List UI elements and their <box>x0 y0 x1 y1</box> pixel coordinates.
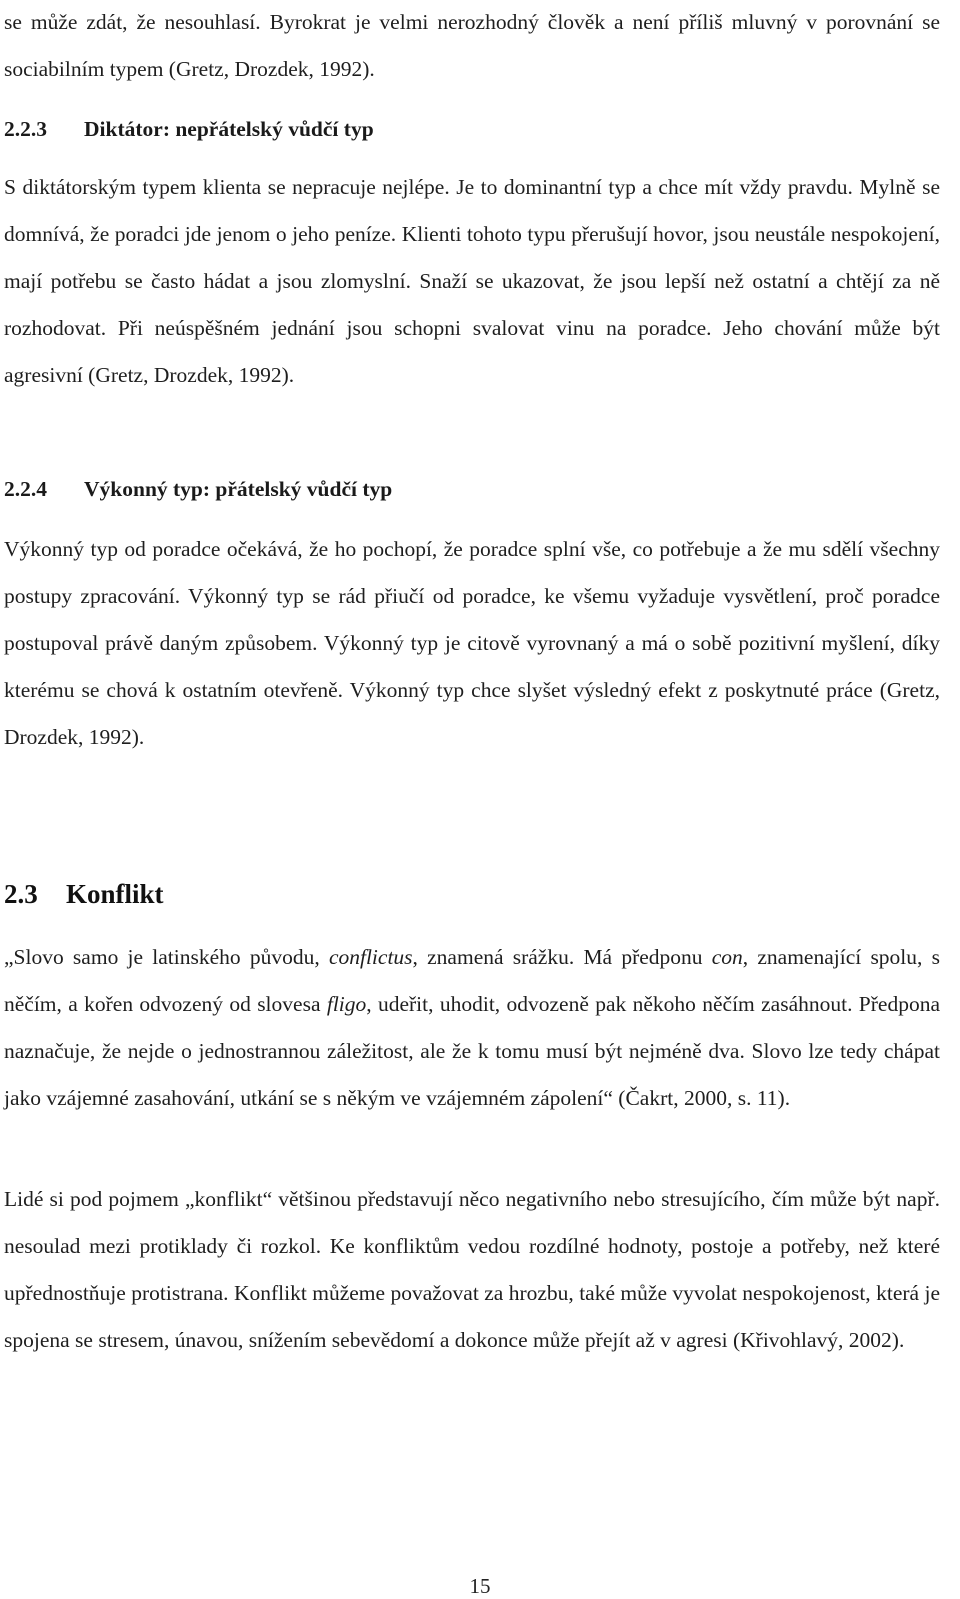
section-heading-2-2-4 <box>4 466 940 513</box>
quote-text: „Slovo samo je latinského původu, <box>4 945 329 969</box>
section-title: Výkonný typ: přátelský vůdčí typ <box>84 477 393 501</box>
quote-text: , udeřit, uhodit, odvozeně pak někoho něčím zasáhnout. Předpona naznačuje, že nejde o jednostrannou záležitost, ale že k tomu musí být nejméně dva. Slovo lze tedy chápat jako vzájemné zasahování, utkání se s někým ve vzájemném zápolení“ (Čakrt, 2000, s. 11). <box>4 992 941 1110</box>
quote-italic-term: conflictus <box>328 945 413 969</box>
section-heading-2-3 <box>4 874 940 914</box>
quote-text: , znamená srážku. Má předponu <box>412 945 712 969</box>
page-number: 15 <box>469 1574 491 1598</box>
section-number: 2.3 <box>4 879 38 909</box>
quote-italic-term: con <box>711 945 743 969</box>
section-number: 2.2.4 <box>4 477 47 501</box>
section-heading-2-2-3 <box>4 106 940 153</box>
quote-text: , znamenající spolu, s něčím, a kořen odvozený od slovesa <box>4 945 940 1016</box>
executive-paragraph: Výkonný typ od poradce očekává, že ho pochopí, že poradce splní vše, co potřebuje a že mu sdělí všechny postupy zpracování. Výkonný typ se rád přiučí od poradce, ke všemu vyžaduje vysvětlení, proč poradce postupoval právě daným způsobem. Výkonný typ je citově vyrovnaný a má o sobě pozitivní myšlení, díky kterému se chová k ostatním otevřeně. Výkonný typ chce slyšet výsledný efekt z poskytnuté práce (Gretz, Drozdek, 1992). <box>4 537 940 749</box>
conflict-paragraph: Lidé si pod pojmem „konflikt“ většinou představují něco negativního nebo stresujícího, čím může být např. nesoulad mezi protiklady či rozkol. Ke konfliktům vedou rozdílné hodnoty, postoje a potřeby, než které upřednostňuje protistrana. Konflikt můžeme považovat za hrozbu, také může vyvolat nespokojenost, která je spojena se stresem, únavou, snížením sebevědomí a dokonce může přejít až v agresi (Křivohlavý, 2002). <box>4 1187 940 1352</box>
dictator-paragraph: S diktátorským typem klienta se nepracuje nejlépe. Je to dominantní typ a chce mít vždy pravdu. Mylně se domnívá, že poradci jde jenom o jeho peníze. Klienti tohoto typu přerušují hovor, jsou neustále nespokojení, mají potřebu se často hádat a jsou zlomyslní. Snaží se ukazovat, že jsou lepší než ostatní a chtějí za ně rozhodovat. Při neúspěšném jednání jsou schopni svalovat vinu na poradce. Jeho chování může být agresivní (Gretz, Drozdek, 1992). <box>4 175 940 387</box>
section-title: Diktátor: nepřátelský vůdčí typ <box>84 117 374 141</box>
section-number: 2.2.3 <box>4 117 47 141</box>
quote-italic-term: fligo <box>326 992 367 1016</box>
conflict-quote-paragraph <box>4 934 940 1122</box>
intro-paragraph: se může zdát, že nesouhlasí. Byrokrat je velmi nerozhodný člověk a není příliš mluvný v porovnání se sociabilním typem (Gretz, Drozdek, 1992). <box>4 10 940 81</box>
section-title: Konflikt <box>66 879 164 909</box>
